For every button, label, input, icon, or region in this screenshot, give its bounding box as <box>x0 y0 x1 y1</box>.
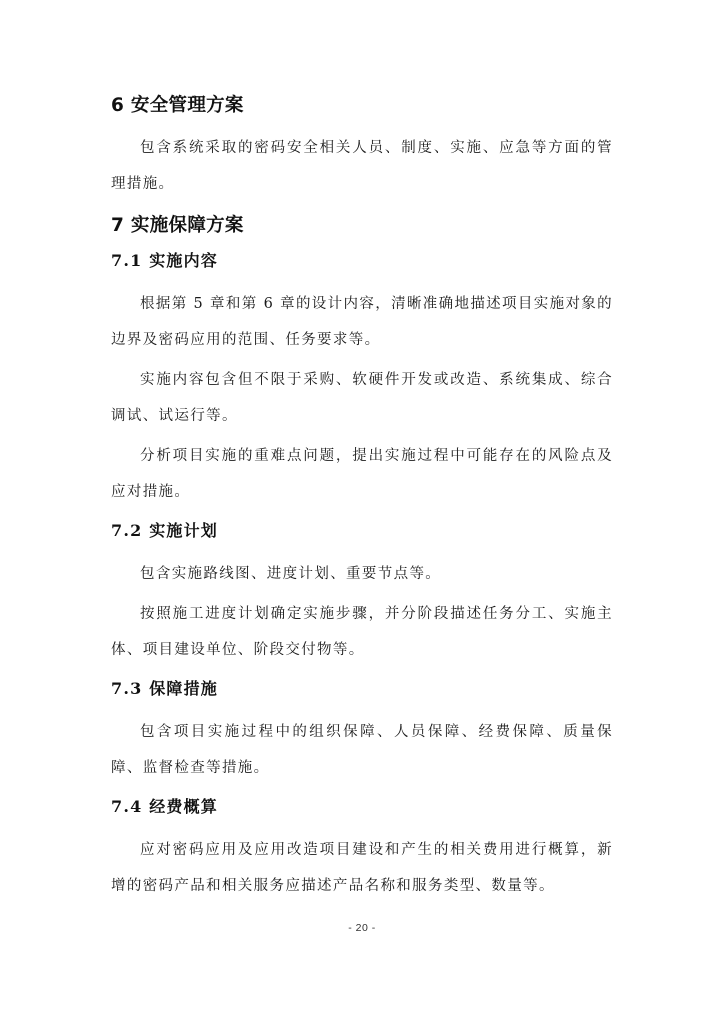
section-7-2-paragraph-2: 按照施工进度计划确定实施步骤，并分阶段描述任务分工、实施主体、项目建设单位、阶段交付物等。 <box>111 606 613 658</box>
page-number: - 20 - <box>348 922 376 934</box>
section-7-heading: 7 实施保障方案 <box>111 215 244 236</box>
section-7-1-paragraph-2: 实施内容包含但不限于采购、软硬件开发或改造、系统集成、综合调试、试运行等。 <box>111 372 613 424</box>
section-7-3-paragraph-1: 包含项目实施过程中的组织保障、人员保障、经费保障、质量保障、监督检查等措施。 <box>111 724 613 776</box>
section-7-1-paragraph-1: 根据第 5 章和第 6 章的设计内容，清晰准确地描述项目实施对象的边界及密码应用的范围、任务要求等。 <box>111 296 613 348</box>
section-7-2-paragraph-1: 包含实施路线图、进度计划、重要节点等。 <box>140 566 442 582</box>
section-7-2-heading: 7.2 实施计划 <box>111 521 219 540</box>
section-7-4-paragraph-1: 应对密码应用及应用改造项目建设和产生的相关费用进行概算，新增的密码产品和相关服务应描述产品名称和服务类型、数量等。 <box>111 842 613 894</box>
section-6-heading: 6 安全管理方案 <box>111 95 244 116</box>
section-7-1-paragraph-3: 分析项目实施的重难点问题，提出实施过程中可能存在的风险点及应对措施。 <box>111 448 613 500</box>
section-7-3-heading: 7.3 保障措施 <box>111 679 219 698</box>
section-7-4-heading: 7.4 经费概算 <box>111 797 219 816</box>
page-content <box>111 92 613 904</box>
section-6-paragraph-1: 包含系统采取的密码安全相关人员、制度、实施、应急等方面的管理措施。 <box>111 140 613 192</box>
section-7-1-heading: 7.1 实施内容 <box>111 251 219 270</box>
